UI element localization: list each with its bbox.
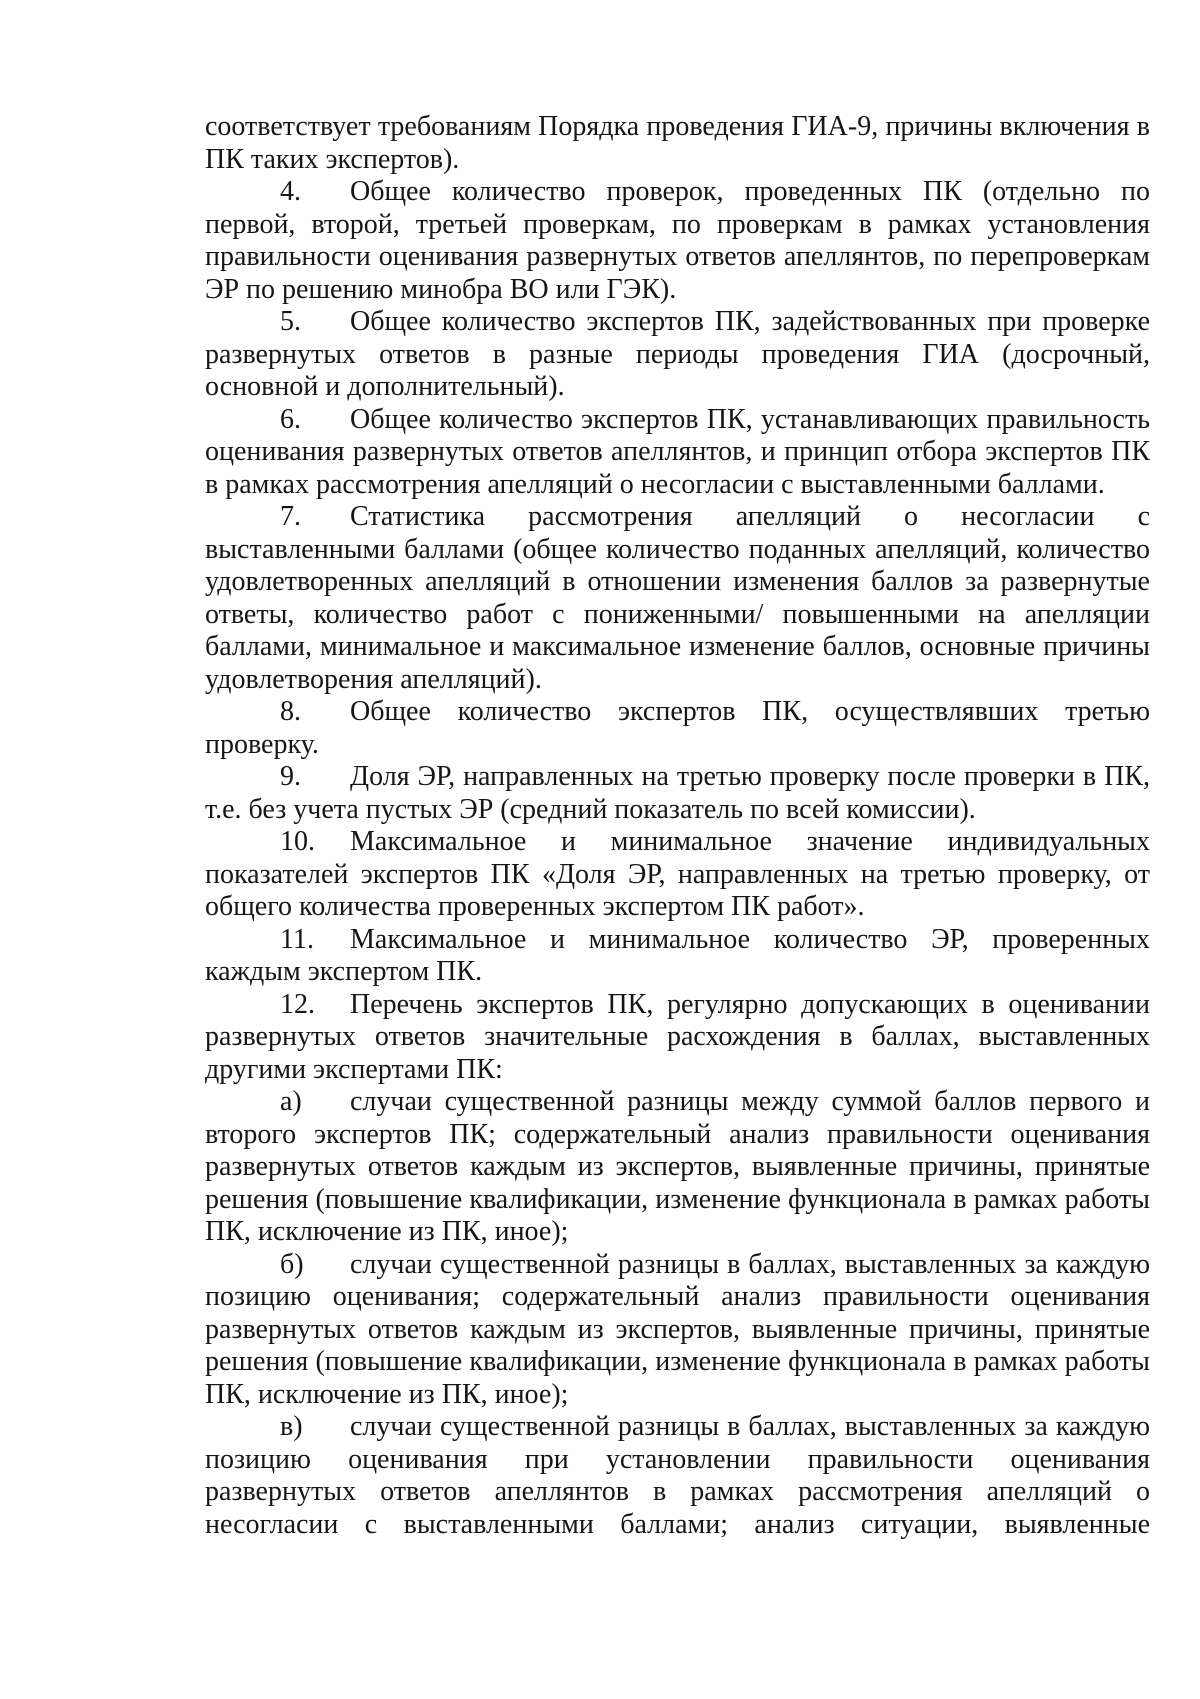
paragraph-text: Максимальное и минимальное количество ЭР, проверенных каждым экспертом ПК.	[205, 923, 1150, 987]
paragraph-number: 9.	[280, 761, 301, 792]
subparagraph-b	[205, 1249, 1150, 1412]
paragraph-11	[205, 924, 1150, 989]
paragraph-number: 4.	[280, 176, 301, 207]
paragraph-continuation	[205, 111, 1150, 176]
paragraph-number: 8.	[280, 696, 301, 727]
paragraph-number: 7.	[280, 501, 301, 532]
document-page	[205, 111, 1150, 1541]
paragraph-text: Общее количество экспертов ПК, осуществлявших третью проверку.	[205, 696, 1150, 760]
paragraph-text: Доля ЭР, направленных на третью проверку после проверки в ПК, т.е. без учета пустых ЭР (средний показатель по всей комиссии).	[205, 761, 1150, 825]
paragraph-10	[205, 826, 1150, 924]
paragraph-12	[205, 989, 1150, 1087]
subparagraph-letter: в)	[280, 1411, 303, 1442]
paragraph-text: Максимальное и минимальное значение индивидуальных показателей экспертов ПК «Доля ЭР, направленных на третью проверку, от общего количества проверенных экспертом ПК работ».	[205, 826, 1150, 922]
paragraph-text: Общее количество экспертов ПК, устанавливающих правильность оценивания развернутых ответов апеллянтов, и принцип отбора экспертов ПК в рамках рассмотрения апелляций о несогласии с выставленными баллами.	[205, 403, 1150, 500]
paragraph-4	[205, 176, 1150, 306]
paragraph-text: соответствует требованиям Порядка проведения ГИА-9, причины включения в ПК таких экспертов).	[205, 111, 1150, 175]
subparagraph-v	[205, 1411, 1150, 1541]
paragraph-7	[205, 501, 1150, 696]
paragraph-number: 6.	[280, 403, 301, 435]
paragraph-8	[205, 696, 1150, 761]
paragraph-text: Общее количество проверок, проведенных ПК (отдельно по первой, второй, третьей проверкам, по проверкам в рамках установления правильности оценивания развернутых ответов апеллянтов, по перепроверкам ЭР по решению минобра ВО или ГЭК).	[205, 176, 1150, 305]
paragraph-number: 12.	[280, 988, 315, 1020]
paragraph-text: Статистика рассмотрения апелляций о несогласии с выставленными баллами (общее количество поданных апелляций, количество удовлетворенных апелляций в отношении изменения баллов за развернутые ответы, количество работ с пониженными/ повышенными на апелляции баллами, минимальное и максимальное изменение баллов, основные причины удовлетворения апелляций).	[205, 501, 1150, 695]
paragraph-5	[205, 306, 1150, 404]
paragraph-text: случаи существенной разницы между суммой баллов первого и второго экспертов ПК; содержательный анализ правильности оценивания развернутых ответов каждым из экспертов, выявленные причины, принятые решения (повышение квалификации, изменение функционала в рамках работы ПК, исключение из ПК, иное);	[205, 1086, 1150, 1247]
subparagraph-letter: а)	[280, 1086, 302, 1117]
subparagraph-letter: б)	[280, 1248, 304, 1280]
paragraph-text: случаи существенной разницы в баллах, выставленных за каждую позицию оценивания; содержательный анализ правильности оценивания развернутых ответов каждым из экспертов, выявленные причины, принятые решения (повышение квалификации, изменение функционала в рамках работы ПК, исключение из ПК, иное);	[205, 1248, 1150, 1410]
paragraph-text: Перечень экспертов ПК, регулярно допускающих в оценивании развернутых ответов значительные расхождения в баллах, выставленных другими экспертами ПК:	[205, 988, 1150, 1085]
paragraph-text: Общее количество экспертов ПК, задействованных при проверке развернутых ответов в разные периоды проведения ГИА (досрочный, основной и дополнительный).	[205, 306, 1150, 402]
paragraph-number: 5.	[280, 306, 301, 337]
paragraph-9	[205, 761, 1150, 826]
paragraph-6	[205, 404, 1150, 502]
paragraph-number: 10.	[280, 826, 315, 857]
paragraph-number: 11.	[280, 923, 314, 955]
paragraph-text: случаи существенной разницы в баллах, выставленных за каждую позицию оценивания при установлении правильности оценивания развернутых ответов апеллянтов в рамках рассмотрения апелляций о несогласии с выставленными баллами; анализ ситуации, выявленные	[205, 1411, 1150, 1540]
subparagraph-a	[205, 1086, 1150, 1249]
